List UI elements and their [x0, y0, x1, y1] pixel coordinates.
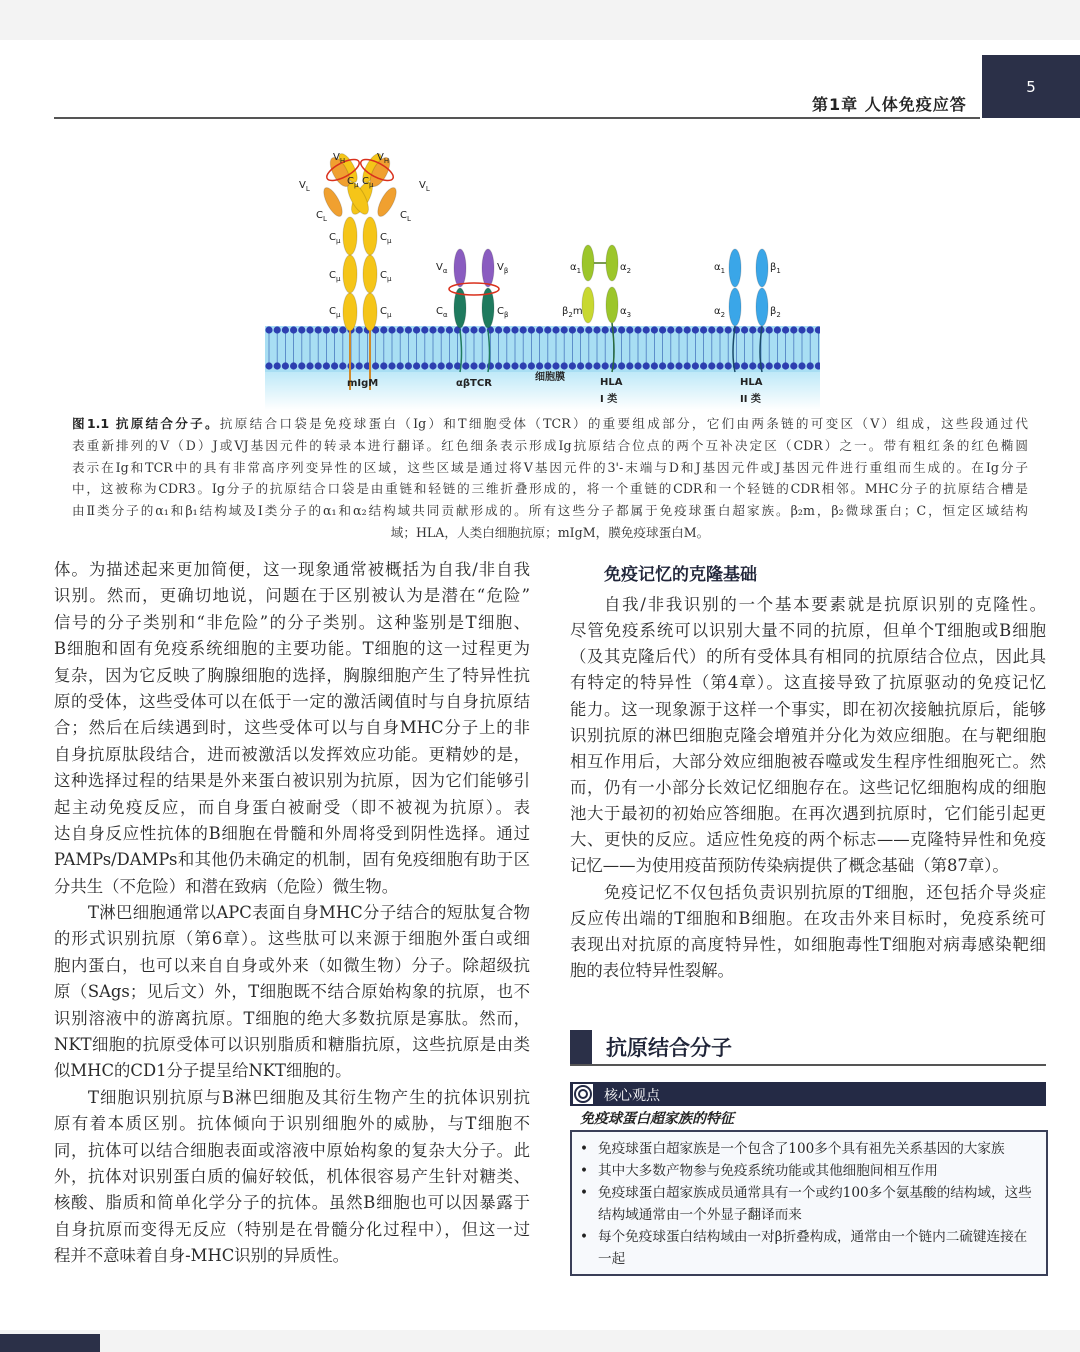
figure-name-hla2-line2: II 类 [740, 394, 761, 405]
lipid-head [520, 362, 527, 369]
caption-line [72, 478, 1028, 500]
hla2-domain [729, 288, 741, 326]
lipid-head [372, 362, 379, 369]
text-line: 胞的表位特异性裂解。 [570, 960, 734, 980]
lipid-head [585, 326, 592, 333]
lipid-head [405, 362, 412, 369]
key-point-item: • 免疫球蛋白超家族是一个包含了100多个具有祖先关系基因的大家族 [598, 1138, 1038, 1160]
lipid-head [798, 362, 805, 369]
header-rule [54, 117, 980, 119]
lipid-head [290, 362, 297, 369]
key-point-item: • 其中大多数产物参与免疫系统功能或其他细胞间相互作用 [598, 1160, 1038, 1182]
figure-label-hla1-b2m: $\beta_2m$ [562, 306, 583, 319]
figure-label-va: $V_\alpha$ [436, 262, 448, 275]
figure-label-vl-left: $V_L$ [299, 180, 310, 193]
target-icon [573, 1084, 593, 1104]
text-line: 合；然后在后续遇到时，这些受体可以与自身MHC分子上的非 [54, 718, 530, 738]
lipid-head [749, 362, 756, 369]
lipid-head [380, 362, 387, 369]
text-line: 自我/非我识别的一个基本要素就是抗原识别的克隆性。 [604, 595, 1046, 614]
key-points-header [570, 1082, 1046, 1106]
lipid-head [274, 326, 281, 333]
subheading-clonal-memory: 免疫记忆的克隆基础 [604, 565, 757, 585]
lipid-head [593, 326, 600, 333]
text-line: 大、更快的反应。适应性免疫的两个标志——克隆特异性和免疫 [570, 830, 1046, 850]
text-line: 分共生（不危险）和潜在致病（危险）微生物。 [54, 876, 399, 896]
lipid-head [569, 326, 576, 333]
lipid-head [405, 326, 412, 333]
lipid-head [339, 362, 346, 369]
lipid-head [315, 362, 322, 369]
text-line: 识别。然而，更确切地说，问题在于区别被认为是潜在“危险” [54, 586, 530, 606]
lipid-head [265, 326, 272, 333]
hla1-a1-domain [582, 245, 594, 281]
lipid-head [528, 362, 535, 369]
caption-line [72, 457, 1028, 479]
key-points-subtitle: 免疫球蛋白超家族的特征 [580, 1111, 734, 1127]
text-line: 池大于最初的初始应答细胞。在再次遇到抗原时，它们能引起更 [570, 804, 1046, 824]
text-line: 体。为描述起来更加简便，这一现象通常被概括为自我/非自我 [54, 560, 530, 579]
text-line: 免疫记忆不仅包括负责识别抗原的T细胞，还包括介导炎症 [604, 882, 1046, 902]
text-line: 有特定的特异性（第4章）。这直接导致了抗原驱动的免疫记忆 [570, 673, 1046, 693]
lipid-head [643, 326, 650, 333]
figure-label-hla2-a2: $\alpha_2$ [714, 306, 726, 319]
key-point-item: • 免疫球蛋白超家族成员通常具有一个或约100多个氨基酸的结构域，这些结构域通常由一个外显子翻译而来 [598, 1182, 1038, 1226]
lipid-head [438, 362, 445, 369]
text-line: 信号的分子类别和“非危险”的分子类别。这种鉴别是T细胞、 [54, 612, 530, 632]
key-point-item: • 每个免疫球蛋白结构域由一对β折叠构成，通常由一个链内二硫键连接在一起 [598, 1226, 1038, 1270]
lipid-head [725, 326, 732, 333]
lipid-head [577, 326, 584, 333]
lipid-head [479, 326, 486, 333]
text-line: 似MHC的CD1分子提呈给NKT细胞的。 [54, 1061, 352, 1081]
lipid-head [429, 326, 436, 333]
lipid-head [708, 326, 715, 333]
caption-text: 表重新排列的V（D）J或VJ基因元件的转录本进行翻译。红色细条表示形成Ig抗原结合位点的两个互补决定区（CDR）之一。带有粗红条的红色椭圆 [72, 437, 1028, 453]
lipid-head [708, 362, 715, 369]
figure-label-hla2-a1: $\alpha_1$ [714, 262, 726, 275]
lipid-head [446, 326, 453, 333]
paragraph [570, 880, 1046, 985]
lipid-head [421, 362, 428, 369]
lipid-head [331, 326, 338, 333]
figure-label-cmu-top-right: $C_\mu$ [362, 176, 374, 189]
figure-label-ca: $C_\alpha$ [436, 306, 448, 319]
figure-label-cb: $C_\beta$ [497, 306, 509, 319]
lipid-head [495, 326, 502, 333]
figure-label-cmu-top-left: $C_\mu$ [347, 176, 359, 189]
lipid-head [667, 326, 674, 333]
figure-label-hla1-a3: $\alpha_3$ [620, 306, 632, 319]
figure-caption [72, 413, 1028, 544]
lipid-head [749, 326, 756, 333]
lipid-head [684, 362, 691, 369]
lipid-head [503, 362, 510, 369]
lipid-head [634, 326, 641, 333]
lipid-head [356, 326, 363, 333]
lipid-head [323, 326, 330, 333]
hla1-a3-domain [606, 287, 618, 323]
lipid-head [470, 326, 477, 333]
figure-label-hla2-b1: $\beta_1$ [770, 262, 781, 275]
figure-name-hla1-line2: I 类 [600, 394, 618, 405]
caption-line [72, 522, 1028, 544]
lipid-head [413, 326, 420, 333]
section-bar [570, 1030, 592, 1064]
lipid-head [602, 362, 609, 369]
lipid-head [462, 362, 469, 369]
page-number: 5 [1026, 77, 1036, 96]
section-title: 抗原结合分子 [606, 1036, 732, 1060]
lipid-head [651, 326, 658, 333]
lipid-head [659, 326, 666, 333]
lipid-head [766, 362, 773, 369]
text-line: T细胞识别抗原与B淋巴细胞及其衍生物产生的抗体识别抗 [88, 1087, 530, 1107]
lipid-head [446, 362, 453, 369]
text-line: 外，抗体对识别蛋白质的偏好较低，机体很容易产生针对糖类、 [54, 1166, 530, 1186]
figure-label-cmu3-left: $C_\mu$ [329, 306, 341, 319]
page-edge-bar [0, 1334, 100, 1352]
caption-text: 抗原结合口袋是免疫球蛋白（Ig）和T细胞受体（TCR）的重要组成部分，它们由两条链的可变区（V）组成，这些段通过代 [219, 416, 1028, 431]
igm-heavy-domain [343, 293, 357, 331]
lipid-head [741, 326, 748, 333]
paragraph [570, 592, 1046, 880]
lipid-head [265, 362, 272, 369]
paragraph [54, 557, 530, 900]
lipid-head [602, 326, 609, 333]
figure-label-vh-right: $V_H$ [377, 152, 390, 165]
lipid-head [511, 362, 518, 369]
caption-lead: 图1.1 抗原结合分子。 [72, 416, 220, 431]
caption-text: 域；HLA，人类白细胞抗原；mIgM，膜免疫球蛋白M。 [390, 524, 710, 540]
lipid-head [741, 362, 748, 369]
lipid-head [388, 362, 395, 369]
lipid-head [388, 326, 395, 333]
lipid-head [511, 326, 518, 333]
caption-line [72, 435, 1028, 457]
lipid-head [274, 362, 281, 369]
lipid-head [667, 362, 674, 369]
caption-text: 表示在Ig和TCR中的具有非常高序列变异性的区域，这些区域是通过将V基因元件的3'-末端与D和J基因元件或J基因元件进行重组而生成的。在Ig分子 [72, 459, 1028, 475]
lipid-head [339, 326, 346, 333]
text-line: 记忆——为使用疫苗预防传染病提供了概念基础（第87章）。 [570, 856, 1009, 876]
igm-heavy-domain [363, 293, 377, 331]
text-line: T淋巴细胞通常以APC表面自身MHC分子结合的短肽复合物 [88, 903, 530, 923]
lipid-head [725, 362, 732, 369]
figure-label-hla1-a2: $\alpha_2$ [620, 262, 632, 275]
hla1-a2-domain [606, 245, 618, 281]
hla2-domain [729, 249, 741, 287]
lipid-head [593, 362, 600, 369]
text-line: 识别溶液中的游离抗原。T细胞的绝大多数抗原是寡肽。然而， [54, 1008, 530, 1028]
text-line: 达自身反应性抗体的B细胞在骨髓和外周将受到阴性选择。通过 [54, 823, 530, 843]
lipid-head [282, 326, 289, 333]
lipid-head [790, 326, 797, 333]
lipid-head [298, 362, 305, 369]
lipid-head [397, 326, 404, 333]
lipid-head [561, 326, 568, 333]
lipid-head [282, 362, 289, 369]
lipid-head [634, 362, 641, 369]
igm-heavy-domain [343, 217, 357, 255]
lipid-head [462, 326, 469, 333]
figure-label-cmu2-left: $C_\mu$ [329, 270, 341, 283]
text-line: 复杂，因为它反映了胸腺细胞的选择，胸腺细胞产生了特异性抗 [54, 665, 530, 685]
lipid-head [298, 326, 305, 333]
figure-label-cmu1-left: $C_\mu$ [329, 232, 341, 245]
text-line: 相互作用后，大部分效应细胞被吞噬或发生程序性细胞死亡。然 [570, 751, 1046, 771]
lipid-head [380, 326, 387, 333]
lipid-head [618, 362, 625, 369]
caption-text: 由Ⅱ类分子的α₁和β₁结构域及Ⅰ类分子的α₁和α₂结构域共同贡献形成的。所有这些分子都属于免疫球蛋白超家族。β₂m，β₂微球蛋白；C，恒定区域结构 [72, 503, 1028, 519]
lipid-head [782, 326, 789, 333]
text-line: 表现出对抗原的高度特异性，如细胞毒性T细胞对病毒感染靶细 [570, 934, 1046, 954]
figure-label-cmu3-right: $C_\mu$ [380, 306, 392, 319]
lipid-head [774, 362, 781, 369]
figure-label-hla1-a1: $\alpha_1$ [570, 262, 582, 275]
lipid-head [438, 326, 445, 333]
text-line: 核酸、脂质和简单化学分子的抗体。虽然B细胞也可以因暴露于 [54, 1193, 530, 1213]
lipid-head [536, 326, 543, 333]
lipid-head [807, 326, 814, 333]
caption-line [72, 413, 1028, 435]
lipid-head [626, 326, 633, 333]
lipid-head [790, 362, 797, 369]
text-line: 反应传出端的T细胞和B细胞。在攻击外来目标时，免疫系统可 [570, 908, 1046, 928]
lipid-head [331, 362, 338, 369]
lipid-head [479, 362, 486, 369]
section-heading [570, 1030, 1046, 1066]
lipid-head [503, 326, 510, 333]
text-line: 自身抗原而变得无反应（特别是在骨髓分化过程中），但这一过 [54, 1219, 530, 1239]
figure-label-cl-left: $C_L$ [316, 210, 327, 223]
text-line: 同，抗体可以结合细胞表面或溶液中原始构象的复杂大分子。此 [54, 1140, 530, 1160]
lipid-head [618, 326, 625, 333]
lipid-head [651, 362, 658, 369]
text-line: （及其克隆后代）的所有受体具有相同的抗原结合位点，因此具 [570, 647, 1046, 667]
lipid-head [700, 326, 707, 333]
lipid-head [290, 326, 297, 333]
lipid-head [315, 326, 322, 333]
left-column-text [54, 557, 530, 1270]
lipid-head [684, 326, 691, 333]
text-line: 这种选择过程的结果是外来蛋白被识别为抗原，因为它们能够引 [54, 771, 530, 791]
text-line: 能力。这一现象源于这样一个事实，即在初次接触抗原后，能够 [570, 699, 1046, 719]
lipid-head [675, 362, 682, 369]
figure-label-cmu2-right: $C_\mu$ [380, 270, 392, 283]
lipid-head [716, 362, 723, 369]
caption-line [72, 500, 1028, 522]
lipid-head [807, 362, 814, 369]
text-line: 原的受体，这些受体可以在低于一定的激活阈值时与自身抗原结 [54, 691, 530, 711]
chapter-title: 第1章 人体免疫应答 [812, 95, 967, 114]
figure-name-tcr: αβTCR [456, 378, 492, 389]
lipid-head [306, 362, 313, 369]
lipid-head [421, 326, 428, 333]
key-points-box [570, 1130, 1048, 1276]
text-line: 尽管免疫系统可以识别大量不同的抗原，但单个T细胞或B细胞 [570, 621, 1046, 641]
lipid-head [569, 362, 576, 369]
lipid-head [782, 362, 789, 369]
lipid-head [675, 326, 682, 333]
lipid-head [520, 326, 527, 333]
page-number-box [982, 55, 1080, 118]
igm-cl-domain [374, 185, 400, 219]
tcr-cdr3-ellipse [449, 283, 499, 295]
lipid-head [528, 326, 535, 333]
key-points-list [572, 1138, 1046, 1270]
tcr-v-domain [482, 249, 494, 287]
text-line: 识别抗原的淋巴细胞克隆会增殖并分化为效应细胞。在与靶细胞 [570, 725, 1046, 745]
text-line: PAMPs/DAMPs和其他仍未确定的机制，固有免疫细胞有助于区 [54, 850, 530, 870]
right-column-text [570, 592, 1046, 984]
text-line: 自身抗原肽段结合，进而被激活以发挥效应功能。更精妙的是， [54, 744, 530, 764]
lipid-head [356, 362, 363, 369]
lipid-head [643, 362, 650, 369]
lipid-head [495, 362, 502, 369]
lipid-head [544, 326, 551, 333]
lipid-head [585, 362, 592, 369]
paragraph [54, 1085, 530, 1270]
lipid-head [577, 362, 584, 369]
figure-label-vb: $V_\beta$ [497, 262, 509, 275]
figure-label-cmu1-right: $C_\mu$ [380, 232, 392, 245]
lipid-head [470, 362, 477, 369]
lipid-head [716, 326, 723, 333]
lipid-head [626, 362, 633, 369]
hla1-b2m-domain [582, 287, 594, 323]
lipid-head [774, 326, 781, 333]
text-line: B细胞和固有免疫系统细胞的主要功能。T细胞的这一过程更为 [54, 639, 530, 659]
figure-label-cl-right: $C_L$ [400, 210, 411, 223]
text-line: 的形式识别抗原（第6章）。这些肽可以来源于细胞外蛋白或细 [54, 929, 530, 949]
text-line: 胞内蛋白，也可以来自自身或外来（如微生物）分子。除超级抗 [54, 955, 530, 975]
figure-label-vh-left: $V_H$ [333, 152, 346, 165]
lipid-head [413, 362, 420, 369]
lipid-head [659, 362, 666, 369]
paragraph [54, 900, 530, 1085]
figure-label-vl-right: $V_L$ [419, 180, 430, 193]
lipid-head [429, 362, 436, 369]
text-line: 原（SAgs；见后文）外，T细胞既不结合原始构象的抗原，也不 [54, 982, 530, 1002]
lipid-head [306, 326, 313, 333]
tcr-v-domain [454, 249, 466, 287]
text-line: 而，仍有一小部分长效记忆细胞存在。这些记忆细胞构成的细胞 [570, 777, 1046, 797]
lipid-head [692, 362, 699, 369]
lipid-head [700, 362, 707, 369]
figure-name-hla1-line1: HLA [600, 377, 623, 388]
text-line: 程并不意味着自身-MHC识别的异质性。 [54, 1246, 350, 1266]
text-line: 起主动免疫反应，而自身蛋白被耐受（即不被视为抗原）。表 [54, 797, 530, 817]
figure-label-hla2-b2: $\beta_2$ [770, 306, 781, 319]
lipid-head [397, 362, 404, 369]
lipid-head [552, 326, 559, 333]
lipid-head [692, 326, 699, 333]
caption-text: 中，这被称为CDR3。Ig分子的抗原结合口袋是由重链和轻链的三维折叠形成的，将一个重链的CDR和一个轻链的CDR相邻。MHC分子的抗原结合槽是 [72, 481, 1028, 497]
figure-name-migm: mIgM [347, 378, 379, 389]
hla2-domain [756, 249, 768, 287]
lipid-head [766, 326, 773, 333]
figure-name-hla2-line1: HLA [740, 377, 763, 388]
figure-antigen-binding-molecules [260, 140, 820, 410]
text-line: NKT细胞的抗原受体可以识别脂质和糖脂抗原，这些抗原是由类 [54, 1035, 530, 1055]
igm-heavy-domain [363, 217, 377, 255]
lipid-head [323, 362, 330, 369]
figure-name-membrane: 细胞膜 [535, 372, 565, 383]
hla2-domain [756, 288, 768, 326]
lipid-head [798, 326, 805, 333]
key-points-title: 核心观点 [604, 1088, 660, 1104]
igm-heavy-domain [363, 255, 377, 293]
igm-heavy-domain [343, 255, 357, 293]
text-line: 原有着本质区别。抗体倾向于识别细胞外的威胁，与T细胞不 [54, 1114, 530, 1134]
